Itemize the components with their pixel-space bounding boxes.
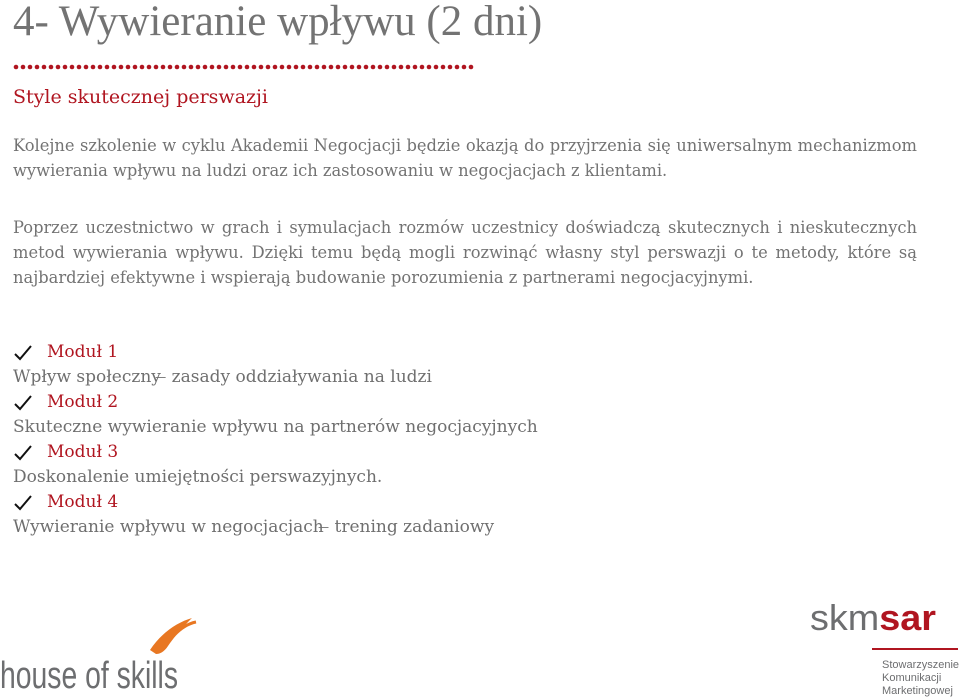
module-description: Wywieranie wpływu w negocjacjach ̶ trening zadaniowy	[13, 517, 495, 537]
skmsar-divider	[872, 648, 958, 650]
separator-dot	[154, 65, 159, 70]
separator-dot	[399, 65, 404, 70]
separator-dot	[175, 65, 180, 70]
separator-dot	[35, 65, 40, 70]
separator-dot	[21, 65, 26, 70]
module-heading	[13, 390, 713, 415]
separator-dot	[455, 65, 460, 70]
separator-dot	[91, 65, 96, 70]
separator-dot	[133, 65, 138, 70]
svg-text:skmsar	[810, 597, 936, 638]
module-title: Moduł 4	[47, 492, 119, 512]
dotted-separator	[13, 63, 473, 71]
separator-dot	[217, 65, 222, 70]
separator-dot	[245, 65, 250, 70]
checkmark-icon	[13, 444, 47, 462]
checkmark-icon	[13, 394, 47, 412]
separator-dot	[371, 65, 376, 70]
separator-dot	[70, 65, 75, 70]
separator-dot	[84, 65, 89, 70]
checkmark-icon	[13, 494, 47, 512]
module-title: Moduł 2	[47, 392, 119, 412]
separator-dot	[385, 65, 390, 70]
separator-dot	[448, 65, 453, 70]
separator-dot	[168, 65, 173, 70]
module-heading	[13, 490, 713, 515]
skmsar-line: Komunikacji	[882, 672, 942, 684]
skmsar-brand-part1: skm	[810, 597, 876, 638]
separator-dot	[112, 65, 117, 70]
separator-dot	[441, 65, 446, 70]
module-description: Doskonalenie umiejętności perswazyjnych.	[13, 467, 383, 487]
separator-dot	[322, 65, 327, 70]
separator-dot	[469, 65, 474, 70]
separator-dot	[238, 65, 243, 70]
separator-dot	[42, 65, 47, 70]
separator-dot	[406, 65, 411, 70]
skmsar-logo	[808, 596, 960, 700]
separator-dot	[28, 65, 33, 70]
separator-dot	[357, 65, 362, 70]
module-heading	[13, 340, 713, 365]
skmsar-line: Stowarzyszenie	[882, 659, 960, 671]
separator-dot	[259, 65, 264, 70]
separator-dot	[350, 65, 355, 70]
module-description: Skuteczne wywieranie wpływu na partnerów negocjacyjnych	[13, 417, 538, 437]
skills-swoosh-icon	[150, 618, 192, 654]
separator-dot	[203, 65, 208, 70]
separator-dot	[308, 65, 313, 70]
separator-dot	[462, 65, 467, 70]
separator-dot	[280, 65, 285, 70]
skmsar-brand-part2: sar	[879, 597, 934, 638]
separator-dot	[329, 65, 334, 70]
separator-dot	[294, 65, 299, 70]
separator-dot	[196, 65, 201, 70]
section-subtitle: Style skutecznej perswazji	[13, 86, 268, 108]
method-paragraph: Poprzez uczestnictwo w grach i symulacjach rozmów uczestnicy doświadczą skutecznych i nieskutecznych metod wywierania wpływu. Dzięki temu będą mogli rozwinąć własny styl perswazji o te metody, które są najbardziej efektywne i wspierają budowanie porozumienia z partnerami negocjacyjnymi.	[13, 218, 917, 287]
separator-dot	[287, 65, 292, 70]
separator-dot	[427, 65, 432, 70]
separator-dot	[315, 65, 320, 70]
module-list	[13, 340, 713, 540]
separator-dot	[98, 65, 103, 70]
separator-dot	[420, 65, 425, 70]
separator-dot	[301, 65, 306, 70]
separator-dot	[189, 65, 194, 70]
module-description: Wpływ społeczny ̶ zasady oddziaływania na ludzi	[13, 367, 432, 387]
separator-dot	[126, 65, 131, 70]
separator-dot	[224, 65, 229, 70]
house-of-skills-wordmark: house of skills	[0, 655, 178, 697]
intro-paragraph: Kolejne szkolenie w cyklu Akademii Negocjacji będzie okazją do przyjrzenia się uniwersalnym mechanizmom wywierania wpływu na ludzi oraz ich zastosowaniu w negocjacjach z klientami.	[13, 136, 917, 180]
separator-dot	[182, 65, 187, 70]
separator-dot	[14, 65, 19, 70]
separator-dot	[252, 65, 257, 70]
skmsar-line: Marketingowej	[882, 685, 953, 697]
separator-dot	[413, 65, 418, 70]
separator-dot	[266, 65, 271, 70]
separator-dot	[161, 65, 166, 70]
separator-dot	[231, 65, 236, 70]
module-title: Moduł 3	[47, 442, 119, 462]
separator-dot	[210, 65, 215, 70]
separator-dot	[434, 65, 439, 70]
separator-dot	[147, 65, 152, 70]
house-of-skills-logo	[0, 610, 205, 700]
separator-dot	[364, 65, 369, 70]
module-heading	[13, 440, 713, 465]
separator-dot	[343, 65, 348, 70]
separator-dot	[336, 65, 341, 70]
separator-dot	[392, 65, 397, 70]
separator-dot	[56, 65, 61, 70]
page-title: 4- Wywieranie wpływu (2 dni)	[13, 0, 543, 45]
checkmark-icon	[13, 344, 47, 362]
separator-dot	[49, 65, 54, 70]
separator-dot	[140, 65, 145, 70]
separator-dot	[273, 65, 278, 70]
separator-dot	[63, 65, 68, 70]
module-title: Moduł 1	[47, 342, 119, 362]
separator-dot	[119, 65, 124, 70]
separator-dot	[378, 65, 383, 70]
separator-dot	[77, 65, 82, 70]
separator-dot	[105, 65, 110, 70]
